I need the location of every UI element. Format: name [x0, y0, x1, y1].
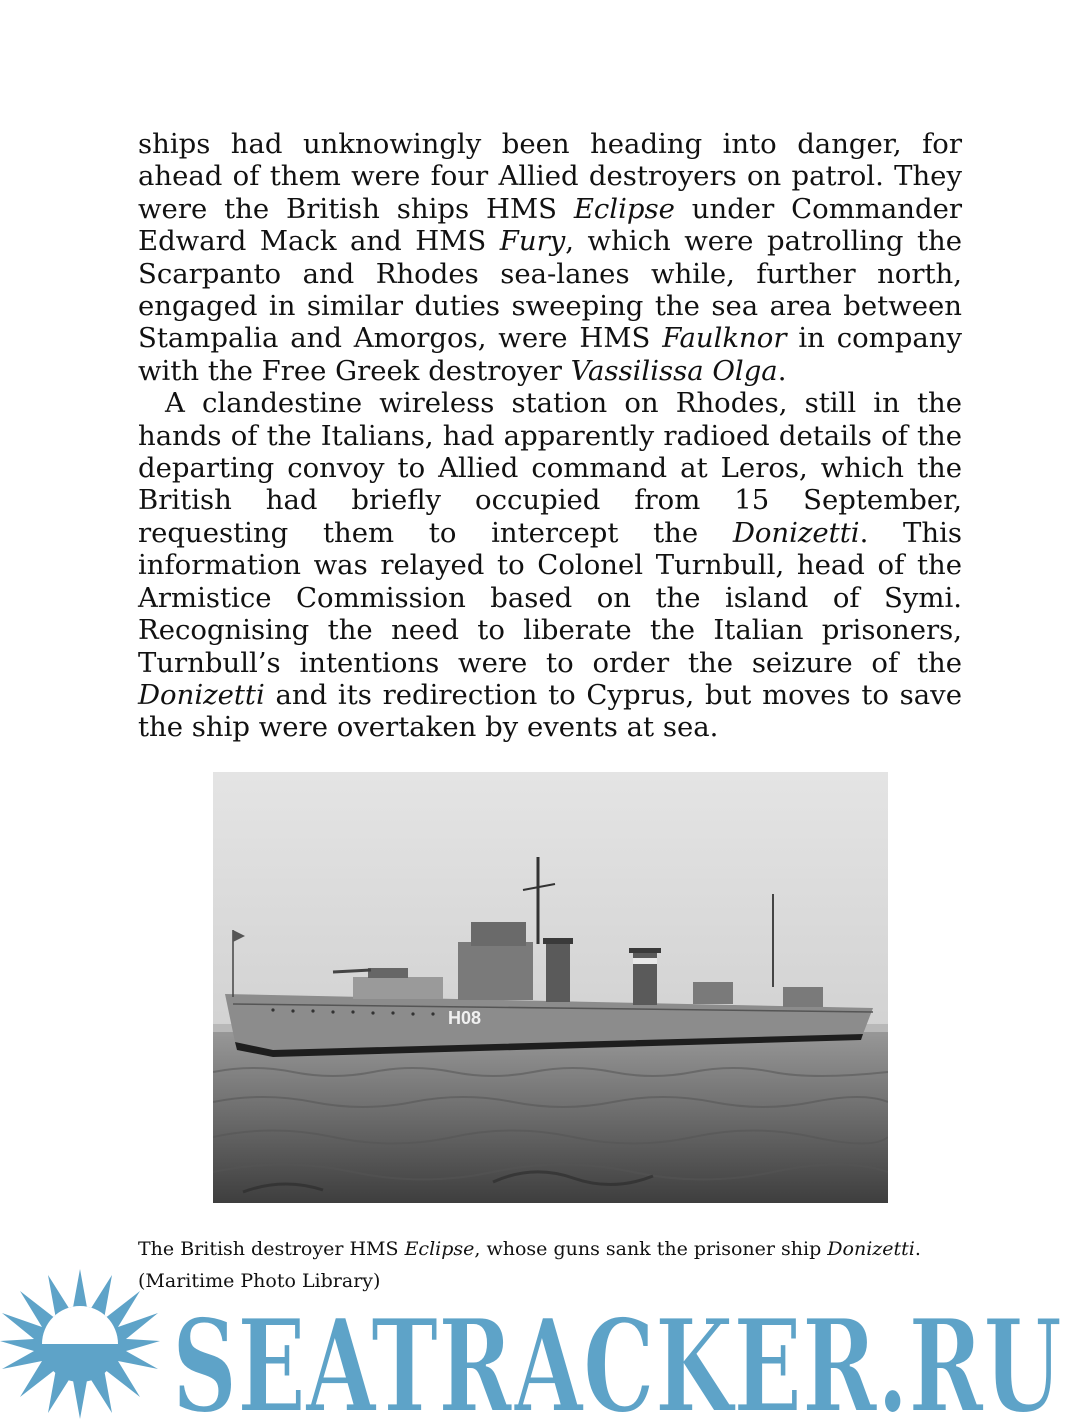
ship-name-fury: Fury [499, 225, 566, 258]
ship-name-faulknor: Faulknor [662, 322, 787, 355]
hull-number: H08 [448, 1008, 482, 1028]
ship-name-donizetti: Donizetti [138, 678, 265, 711]
destroyer-photo [213, 772, 888, 1203]
ship-name-donizetti: Donizetti [732, 516, 860, 549]
photo-caption: The British destroyer HMS Eclipse, whose guns sank the prisoner ship Donizetti. (Maritime Photo Library) [138, 1238, 921, 1292]
watermark-text: SEATRACKER.RU [172, 1292, 1062, 1425]
paragraph-1: ships had unknowingly been heading into danger, for ahead of them were four Allied destroyers on patrol. They were the British ships HMS Eclipse under Commander Edward Mack and HMS Fury, which were patrolling the Scarpanto and Rhodes sea-lanes while, further north, engaged in similar duties sweeping the sea area between Stampalia and Amorgos, were HMS Faulknor in company with the Free Greek destroyer Vassilissa Olga. [138, 128, 962, 387]
ship-name-vassilissa-olga: Vassilissa Olga [570, 354, 778, 387]
sun-burst-icon [0, 1269, 160, 1419]
funnel-fore [546, 940, 570, 1002]
paragraph-2: A clandestine wireless station on Rhodes, still in the hands of the Italians, had apparently radioed details of the departing convoy to Allied command at Leros, which the British had briefly occupied from 15 September, requesting them to intercept the Donizetti. This information was relayed to Colonel Turnbull, head of the Armistice Commission based on the island of Symi. Recognising the need to liberate the Italian prisoners, Turnbull’s intentions were to order the seizure of the Donizetti and its redirection to Cyprus, but moves to save the ship were overtaken by events at sea. [138, 387, 962, 744]
ship-name-eclipse: Eclipse [573, 192, 675, 225]
body-text [138, 128, 962, 744]
seatracker-watermark [0, 1265, 1080, 1425]
